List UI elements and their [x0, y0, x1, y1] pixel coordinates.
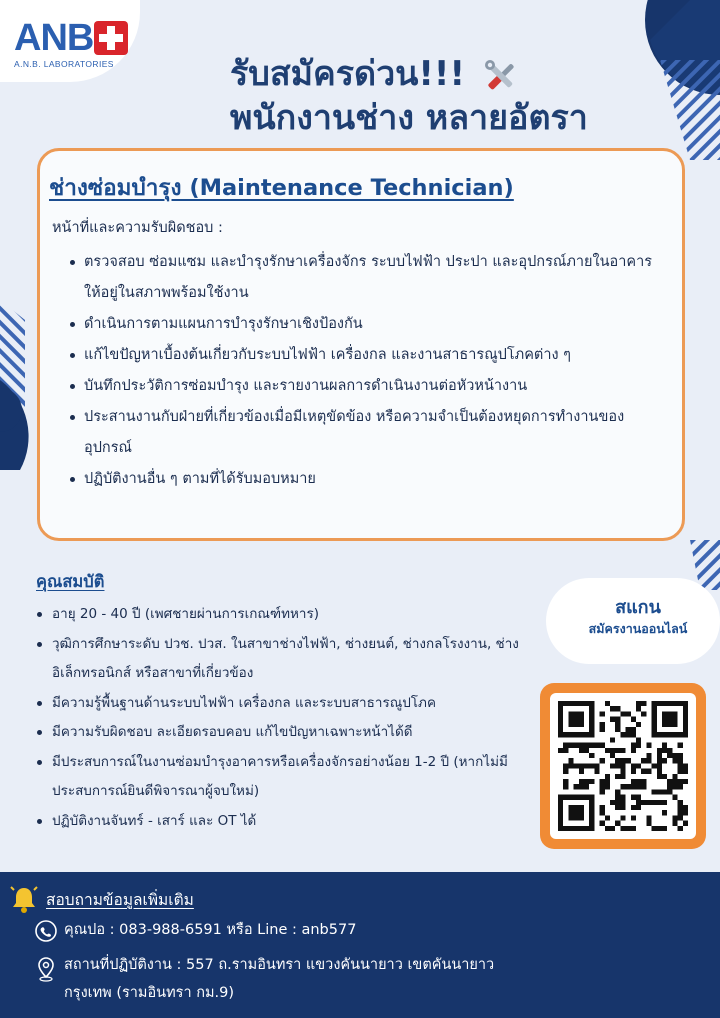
qr-module: [600, 758, 605, 763]
qr-finder: [662, 711, 678, 727]
list-item: ดำเนินการตามแผนการบำรุงรักษาเชิงป้องกัน: [52, 309, 664, 340]
qr-module: [657, 789, 662, 794]
qr-module: [620, 763, 625, 768]
qr-module: [678, 743, 683, 748]
contact-location-line1: สถานที่ปฏิบัติงาน : 557 ถ.รามอินทรา แขวงคันนายาว เขตคันนายาว: [64, 957, 495, 973]
qr-module: [646, 815, 651, 820]
qr-module: [605, 826, 610, 831]
qr-module: [579, 743, 584, 748]
qr-module: [678, 805, 683, 810]
qr-module: [662, 748, 667, 753]
qr-module: [646, 821, 651, 826]
qr-module: [683, 821, 688, 826]
headline-line1: รับสมัครด่วน!!!: [230, 52, 650, 96]
qr-module: [678, 800, 683, 805]
qr-module: [600, 727, 605, 732]
qr-module: [657, 769, 662, 774]
list-item: ตรวจสอบ ซ่อมแซม และบำรุงรักษาเครื่องจักร ระบบไฟฟ้า ประปา และอุปกรณ์ภายในอาคารให้อยู่ในสภาพพร้อมใช้งาน: [52, 247, 664, 309]
qr-module: [610, 753, 615, 758]
list-item: อายุ 20 - 40 ปี (เพศชายผ่านการเกณฑ์ทหาร): [36, 600, 546, 630]
list-item: มีความรับผิดชอบ ละเอียดรอบคอบ แก้ไขปัญหาเฉพาะหน้าได้ดี: [36, 718, 546, 748]
qr-module: [610, 800, 615, 805]
contact-title: สอบถามข้อมูลเพิ่มเติม: [46, 891, 194, 909]
qr-module: [636, 722, 641, 727]
qr-module: [563, 743, 568, 748]
duties-list: [52, 247, 664, 495]
qr-module: [568, 763, 573, 768]
list-item: มีประสบการณ์ในงานซ่อมบำรุงอาคารหรือเครื่องจักรอย่างน้อย 1-2 ปี (หากไม่มีประสบการณ์ยินดีพิจารณาผู้จบใหม่): [36, 748, 546, 807]
qr-module: [631, 769, 636, 774]
qr-module: [610, 763, 615, 768]
list-item: แก้ไขปัญหาเบื้องต้นเกี่ยวกับระบบไฟฟ้า เครื่องกล และงานสาธารณูปโภคต่าง ๆ: [52, 340, 664, 371]
qr-finder: [568, 805, 584, 821]
qr-module: [662, 810, 667, 815]
headline: [230, 52, 650, 140]
qr-module: [610, 748, 615, 753]
qr-module: [678, 753, 683, 758]
qr-module: [620, 805, 625, 810]
location-pin-icon: [35, 956, 57, 982]
qr-module: [662, 789, 667, 794]
qr-module: [615, 758, 620, 763]
qr-module: [631, 748, 636, 753]
qr-module: [678, 769, 683, 774]
qr-module: [657, 748, 662, 753]
qr-module: [652, 789, 657, 794]
qr-module: [558, 748, 563, 753]
qr-module: [678, 810, 683, 815]
qr-module: [672, 821, 677, 826]
qr-module: [600, 805, 605, 810]
qr-finder: [568, 711, 584, 727]
qr-module: [636, 763, 641, 768]
qr-module: [615, 717, 620, 722]
logo-area: [0, 0, 140, 82]
qr-module: [631, 805, 636, 810]
qr-module: [626, 784, 631, 789]
qr-module: [568, 758, 573, 763]
qr-module: [589, 753, 594, 758]
qr-module: [600, 743, 605, 748]
qr-module: [615, 727, 620, 732]
qr-module: [615, 800, 620, 805]
qr-module: [641, 784, 646, 789]
qr-module: [662, 826, 667, 831]
qr-module: [631, 779, 636, 784]
qr-module: [579, 748, 584, 753]
qr-module: [662, 758, 667, 763]
scan-subtitle: สมัครงานออนไลน์: [588, 621, 688, 636]
qr-module: [579, 779, 584, 784]
qr-module: [652, 800, 657, 805]
qr-module: [657, 763, 662, 768]
qr-module: [662, 774, 667, 779]
qr-module: [584, 784, 589, 789]
qr-module: [620, 784, 625, 789]
qr-module: [678, 763, 683, 768]
qualifications-title: คุณสมบัติ: [36, 572, 105, 591]
list-item: วุฒิการศึกษาระดับ ปวช. ปวส. ในสาขาช่างไฟฟ้า, ช่างยนต์, ช่างกลโรงงาน, ช่างอิเล็กทรอนิกส์ หรือสาขาที่เกี่ยวข้อง: [36, 630, 546, 689]
qr-module: [620, 758, 625, 763]
qr-module: [626, 732, 631, 737]
qr-module: [672, 758, 677, 763]
qr-module: [631, 743, 636, 748]
qr-module: [620, 774, 625, 779]
qr-module: [631, 815, 636, 820]
qr-module: [600, 810, 605, 815]
qr-module: [652, 763, 657, 768]
qr-module: [652, 826, 657, 831]
qr-module: [667, 753, 672, 758]
qr-module: [646, 769, 651, 774]
qr-module: [636, 784, 641, 789]
qr-module: [584, 743, 589, 748]
qr-module: [657, 758, 662, 763]
qr-module: [672, 795, 677, 800]
qr-module: [600, 779, 605, 784]
list-item: มีความรู้พื้นฐานด้านระบบไฟฟ้า เครื่องกล และระบบสาธารณูปโภค: [36, 689, 546, 719]
qr-module: [615, 805, 620, 810]
qr-module: [626, 758, 631, 763]
list-item: ปฏิบัติงานจันทร์ - เสาร์ และ OT ได้: [36, 807, 546, 837]
qr-module: [678, 784, 683, 789]
qr-module: [605, 815, 610, 820]
qr-module: [657, 774, 662, 779]
qr-module: [605, 748, 610, 753]
qr-module: [600, 711, 605, 716]
duties-heading: หน้าที่และความรับผิดชอบ :: [52, 220, 223, 236]
qr-code-wrapper[interactable]: [550, 693, 696, 839]
qr-module: [626, 826, 631, 831]
qr-module: [600, 784, 605, 789]
qr-module: [574, 784, 579, 789]
list-item: บันทึกประวัติการซ่อมบำรุง และรายงานผลการดำเนินงานต่อหัวหน้างาน: [52, 371, 664, 402]
qr-module: [594, 743, 599, 748]
qr-module: [615, 748, 620, 753]
qr-module: [646, 758, 651, 763]
qr-module: [620, 748, 625, 753]
qr-module: [610, 737, 615, 742]
qr-module: [667, 784, 672, 789]
qr-module: [579, 763, 584, 768]
qr-module: [657, 753, 662, 758]
qr-module: [683, 763, 688, 768]
job-title: ช่างซ่อมบำรุง (Maintenance Technician): [49, 175, 514, 201]
qr-module: [683, 810, 688, 815]
qr-module: [620, 800, 625, 805]
qr-module: [568, 743, 573, 748]
qr-module: [672, 753, 677, 758]
qr-module: [615, 722, 620, 727]
qr-module: [631, 732, 636, 737]
qr-module: [636, 701, 641, 706]
list-item: ปฏิบัติงานอื่น ๆ ตามที่ได้รับมอบหมาย: [52, 464, 664, 495]
qr-module: [594, 763, 599, 768]
bell-icon: [8, 884, 40, 916]
qr-module: [563, 769, 568, 774]
qr-module: [589, 779, 594, 784]
qr-module: [641, 711, 646, 716]
qr-module: [636, 706, 641, 711]
qr-module: [615, 795, 620, 800]
qr-module: [641, 779, 646, 784]
qr-module: [678, 826, 683, 831]
qr-module: [667, 789, 672, 794]
qr-module: [646, 753, 651, 758]
qr-module: [584, 779, 589, 784]
scan-title: สแกน: [615, 597, 661, 618]
qr-module: [620, 815, 625, 820]
qr-module: [594, 769, 599, 774]
qr-module: [610, 706, 615, 711]
qr-code-icon[interactable]: [558, 701, 688, 831]
qr-module: [563, 779, 568, 784]
qr-module: [610, 717, 615, 722]
qr-module: [636, 743, 641, 748]
qr-module: [620, 732, 625, 737]
qr-module: [626, 727, 631, 732]
qr-module: [636, 800, 641, 805]
qr-module: [620, 769, 625, 774]
contact-footer: [0, 872, 720, 1018]
list-item: ประสานงานกับฝ่ายที่เกี่ยวข้องเมื่อมีเหตุขัดข้อง หรือความจำเป็นต้องหยุดการทำงานของอุปกรณ์: [52, 402, 664, 464]
qr-module: [678, 758, 683, 763]
contact-location-line2: กรุงเทพ (รามอินทรา กม.9): [64, 985, 235, 1001]
logo-subtitle: A.N.B. LABORATORIES: [14, 59, 114, 69]
qr-module: [600, 789, 605, 794]
scan-callout: [546, 578, 720, 664]
headline-line2: พนักงานช่าง หลายอัตรา: [230, 98, 588, 138]
qr-module: [615, 821, 620, 826]
qr-module: [615, 763, 620, 768]
qr-module: [584, 748, 589, 753]
qr-module: [641, 800, 646, 805]
qr-module: [667, 779, 672, 784]
qr-module: [563, 763, 568, 768]
qr-module: [641, 769, 646, 774]
contact-phone[interactable]: คุณปอ : 083-988-6591 หรือ Line : anb577: [64, 922, 357, 938]
qr-module: [610, 826, 615, 831]
qr-module: [636, 805, 641, 810]
qr-module: [620, 795, 625, 800]
qr-module: [574, 763, 579, 768]
qr-module: [672, 779, 677, 784]
qr-module: [662, 743, 667, 748]
qr-module: [589, 743, 594, 748]
qr-module: [605, 701, 610, 706]
qr-module: [615, 789, 620, 794]
qr-module: [579, 769, 584, 774]
qr-module: [683, 779, 688, 784]
qr-module: [579, 784, 584, 789]
qr-module: [672, 815, 677, 820]
qr-module: [662, 800, 667, 805]
qr-module: [646, 743, 651, 748]
qr-module: [683, 769, 688, 774]
qr-module: [636, 737, 641, 742]
qr-module: [657, 826, 662, 831]
qr-module: [657, 800, 662, 805]
qr-module: [631, 727, 636, 732]
qualifications-list: [36, 600, 546, 836]
qr-module: [631, 784, 636, 789]
qr-module: [600, 722, 605, 727]
qr-module: [574, 743, 579, 748]
qr-module: [563, 784, 568, 789]
job-description-card: [37, 148, 685, 541]
qr-module: [672, 784, 677, 789]
qr-module: [626, 711, 631, 716]
qr-module: [615, 706, 620, 711]
qr-module: [631, 795, 636, 800]
anb-logo: [14, 18, 140, 58]
qr-module: [620, 711, 625, 716]
qr-module: [605, 784, 610, 789]
wrench-screwdriver-icon: [483, 58, 519, 94]
medical-cross-icon: [94, 21, 128, 55]
qr-frame: [540, 683, 706, 849]
qr-module: [683, 805, 688, 810]
qr-module: [563, 748, 568, 753]
qr-module: [641, 701, 646, 706]
qr-module: [584, 763, 589, 768]
qr-module: [615, 774, 620, 779]
qr-module: [667, 748, 672, 753]
qr-module: [678, 815, 683, 820]
qr-module: [600, 821, 605, 826]
logo-brand: ANB: [14, 17, 94, 59]
phone-icon: [35, 920, 57, 942]
qr-module: [631, 763, 636, 768]
qr-module: [636, 795, 641, 800]
qr-module: [605, 779, 610, 784]
qr-module: [636, 779, 641, 784]
qr-module: [672, 774, 677, 779]
qr-module: [631, 826, 636, 831]
qr-module: [589, 763, 594, 768]
qr-module: [646, 800, 651, 805]
qr-module: [620, 826, 625, 831]
qr-module: [678, 779, 683, 784]
qr-module: [605, 774, 610, 779]
qr-module: [631, 717, 636, 722]
qr-module: [641, 758, 646, 763]
